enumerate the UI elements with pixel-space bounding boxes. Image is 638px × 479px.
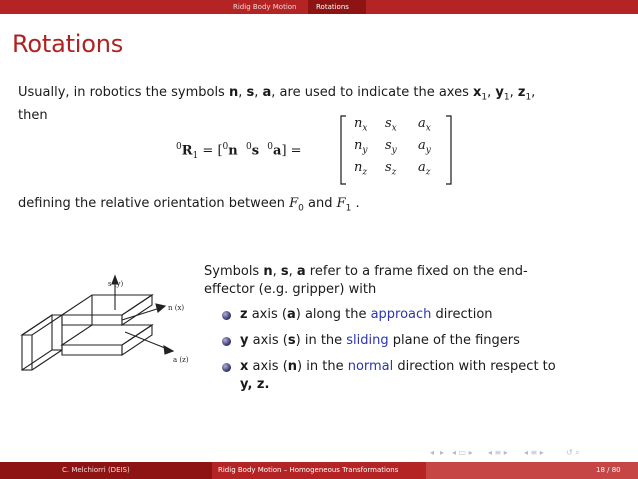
- highlight-approach: approach: [370, 307, 432, 322]
- matrix-cell: $s_x$: [385, 116, 397, 134]
- symbols-text: refer to a frame fixed on the end-: [305, 264, 528, 279]
- top-navigation-bar: [0, 0, 638, 14]
- sep: ,: [487, 85, 496, 100]
- symbols-text: Symbols: [204, 264, 264, 279]
- intro-text: , are used to indicate the axes: [271, 85, 473, 100]
- sep: ,: [272, 264, 281, 279]
- symbol-n: n: [228, 85, 239, 100]
- matrix-cell: $a_z$: [418, 160, 431, 178]
- subscript: 1: [192, 150, 199, 161]
- axis-x1: x: [472, 85, 482, 100]
- sep: ,: [288, 264, 297, 279]
- symbol-n: n: [263, 264, 273, 279]
- definition-line: [18, 195, 360, 218]
- intro-then: then: [18, 107, 48, 123]
- footer-page-number: 18 / 80: [596, 466, 621, 474]
- sep: ,: [254, 85, 263, 100]
- subscript: 0: [298, 203, 304, 214]
- footer-title-box: [212, 462, 426, 479]
- nav-frame-next-icon[interactable]: ▸: [440, 448, 445, 457]
- nav-section-rigid-body-motion[interactable]: Ridig Body Motion: [233, 3, 297, 11]
- label-a-z: a (z): [173, 356, 189, 364]
- equals: ] =: [281, 143, 302, 159]
- bullet-text: ) along the: [295, 307, 371, 322]
- rotation-matrix: [340, 114, 452, 186]
- bullet-text: ) in the: [297, 359, 348, 374]
- bullet-y-axis: [240, 332, 520, 350]
- label-n-x: n (x): [168, 304, 185, 312]
- subscript: 1: [345, 203, 352, 214]
- intro-paragraph: [18, 84, 628, 125]
- bullet-icon: [222, 363, 231, 372]
- bullet-symbol: s: [287, 333, 296, 348]
- footer-author: C. Melchiorri (DEIS): [62, 466, 130, 474]
- nav-frame-prev-icon[interactable]: ◂: [430, 448, 435, 457]
- footer-author-box: [0, 462, 212, 479]
- definition-text: defining the relative orientation between: [18, 196, 290, 211]
- bullet-axis: y: [240, 333, 249, 348]
- definition-text: .: [351, 196, 360, 211]
- intro-text: Usually, in robotics the symbols: [18, 85, 229, 100]
- slide-title: Rotations: [12, 30, 124, 58]
- bullet-text: y, z.: [240, 377, 270, 392]
- bullet-symbol: n: [287, 359, 298, 374]
- bullet-x-axis: [240, 358, 620, 394]
- superscript: 0: [245, 142, 252, 152]
- bullet-text: ) in the: [295, 333, 347, 348]
- rotation-equation-lhs: [176, 142, 302, 161]
- subscript: 1: [525, 92, 532, 103]
- nav-subsection-icon[interactable]: ◂ ▭ ▸: [452, 448, 473, 457]
- symbols-paragraph: [204, 263, 624, 299]
- definition-text: and: [303, 196, 337, 211]
- symbol-a: a: [296, 264, 306, 279]
- axis-y1: y: [495, 85, 504, 100]
- superscript: 0: [222, 142, 229, 152]
- symbol-s: s: [280, 264, 289, 279]
- superscript: 0: [267, 142, 274, 152]
- matrix-cell: $n_x$: [354, 116, 368, 134]
- bullet-text: axis (: [248, 333, 288, 348]
- matrix-cell: $a_x$: [418, 116, 431, 134]
- footer-page-box: [426, 462, 638, 479]
- superscript: 0: [176, 142, 182, 152]
- bullet-text: direction: [431, 307, 493, 322]
- matrix-cell: $a_y$: [418, 138, 431, 156]
- vector-a: a: [273, 143, 282, 159]
- frame-F1: F: [336, 196, 346, 211]
- bullet-axis: x: [240, 359, 249, 374]
- nav-document-icon[interactable]: ◂ ≡ ▸: [524, 448, 544, 457]
- footer-bar: [0, 462, 638, 479]
- nav-search-icon[interactable]: ↺ ⌕: [566, 448, 580, 457]
- subscript: 1: [503, 92, 510, 103]
- matrix-cell: $n_z$: [354, 160, 368, 178]
- frame-F0: F: [289, 196, 299, 211]
- symbol-R: R: [181, 143, 193, 159]
- bullet-text: axis (: [248, 359, 288, 374]
- symbols-text: effector (e.g. gripper) with: [204, 282, 377, 297]
- bullet-text: direction with respect to: [393, 359, 556, 374]
- subscript: 1: [481, 92, 488, 103]
- symbol-a: a: [262, 85, 272, 100]
- gripper-figure: [10, 270, 210, 380]
- bullet-icon: [222, 311, 231, 320]
- equals: = [: [198, 143, 223, 159]
- sep: ,: [238, 85, 247, 100]
- nav-section-rotations[interactable]: Rotations: [316, 3, 349, 11]
- axis-z1: z: [517, 85, 526, 100]
- footer-title: Ridig Body Motion – Homogeneous Transformations: [218, 466, 399, 474]
- matrix-cell: $s_z$: [385, 160, 397, 178]
- highlight-normal: normal: [347, 359, 394, 374]
- bullet-symbol: a: [286, 307, 296, 322]
- label-s-y: s (y): [108, 280, 124, 288]
- vector-n: n: [228, 143, 238, 159]
- bullet-text: axis (: [247, 307, 287, 322]
- sep: ,: [509, 85, 518, 100]
- sep: ,: [531, 85, 536, 100]
- nav-section-icon[interactable]: ◂ ≡ ▸: [488, 448, 508, 457]
- symbol-s: s: [246, 85, 255, 100]
- matrix-cell: $s_y$: [385, 138, 397, 156]
- highlight-sliding: sliding: [346, 333, 389, 348]
- bullet-z-axis: [240, 306, 493, 324]
- bullet-text: plane of the fingers: [388, 333, 520, 348]
- bullet-axis: z: [240, 307, 248, 322]
- bullet-icon: [222, 337, 231, 346]
- vector-s: s: [251, 143, 260, 159]
- matrix-cell: $n_y$: [354, 138, 368, 156]
